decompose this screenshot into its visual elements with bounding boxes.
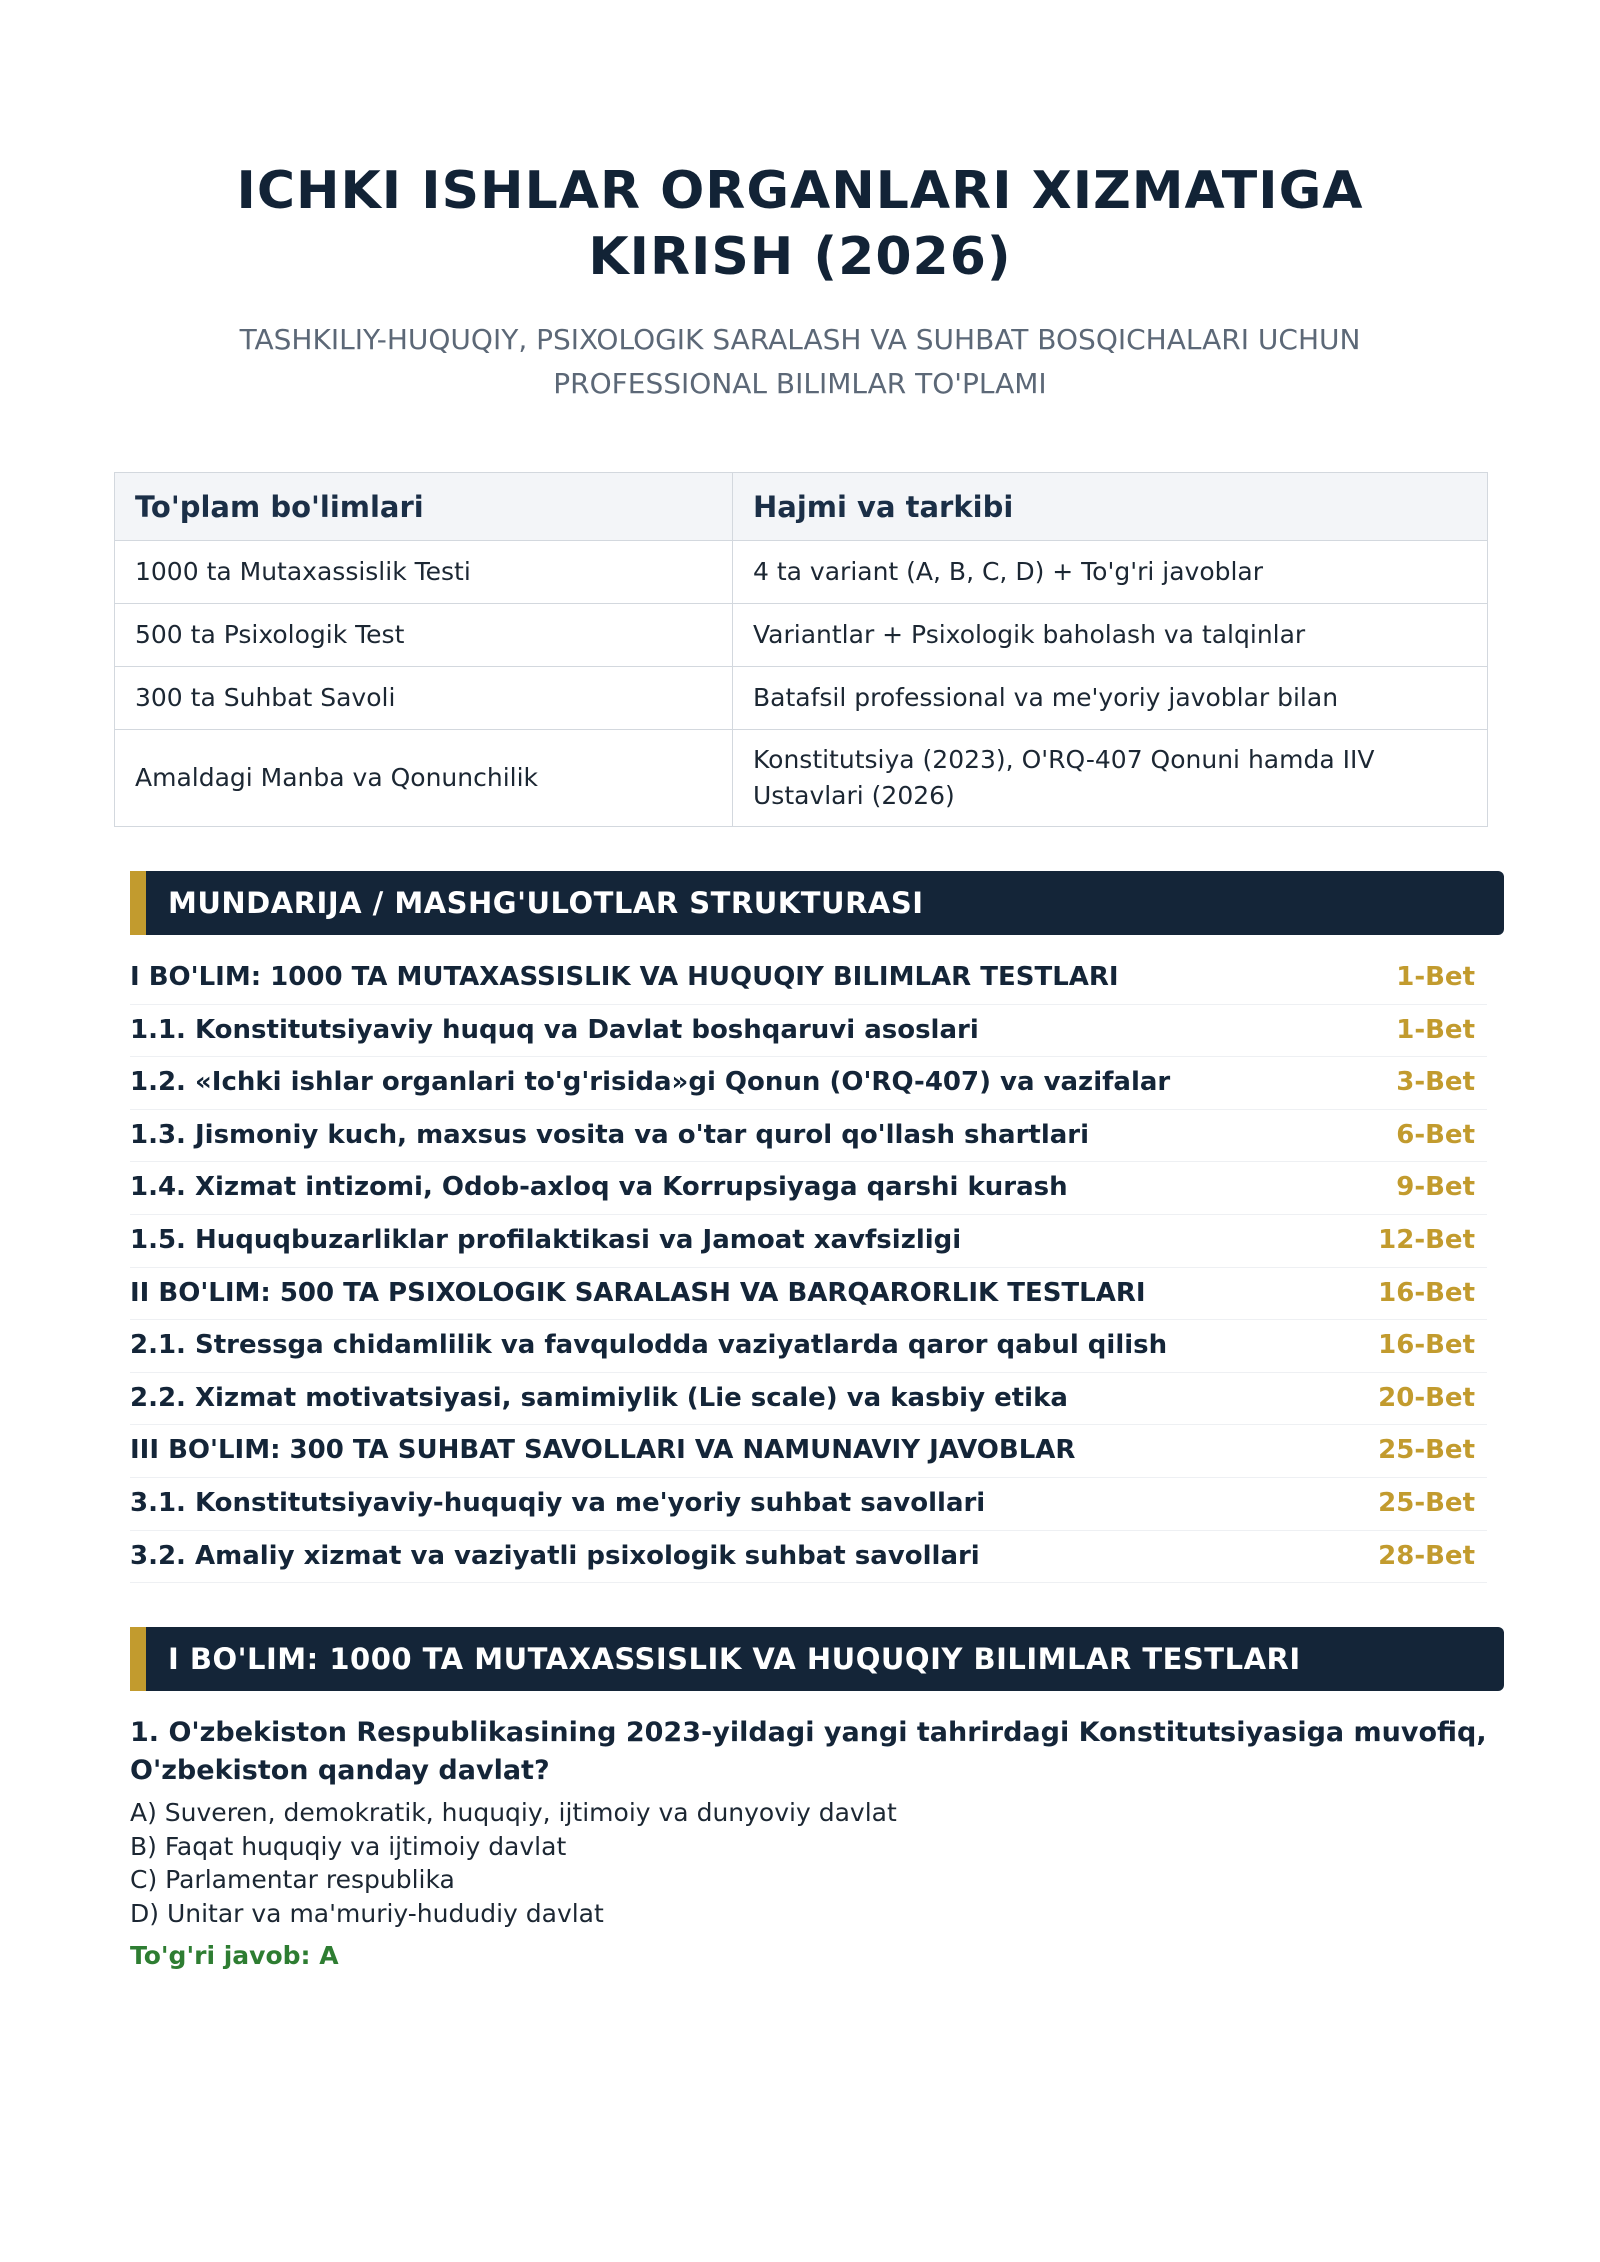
toc-entry-page: 9-Bet	[1396, 1172, 1475, 1203]
toc-entry-label: 1.5. Huquqbuzarliklar profilaktikasi va Jamoat xavfsizligi	[130, 1224, 962, 1255]
contents-banner	[130, 871, 1504, 935]
summary-cell: 1000 ta Mutaxassislik Testi	[115, 541, 733, 604]
toc-entry[interactable]	[130, 1478, 1487, 1531]
answer-option-a: A) Suveren, demokratik, huquqiy, ijtimoiy va dunyoviy davlat	[130, 1798, 897, 1827]
toc-entry-page: 6-Bet	[1396, 1119, 1475, 1150]
toc-entry[interactable]	[130, 1268, 1487, 1321]
subtitle-line-1: TASHKILIY-HUQUQIY, PSIXOLOGIK SARALASH VA SUHBAT BOSQICHALARI UCHUN	[239, 323, 1361, 356]
summary-cell-line-2: Ustavlari (2026)	[753, 781, 955, 810]
summary-cell: Amaldagi Manba va Qonunchilik	[115, 730, 733, 827]
toc-entry[interactable]	[130, 1162, 1487, 1215]
toc-entry[interactable]	[130, 1531, 1487, 1584]
summary-header-sections: To'plam bo'limlari	[115, 473, 733, 541]
question-text-line-1: 1. O'zbekiston Respublikasining 2023-yildagi yangi tahrirdagi Konstitutsiyasiga muvofiq,	[130, 1717, 1487, 1748]
toc-entry[interactable]	[130, 1425, 1487, 1478]
toc-entry[interactable]	[130, 1373, 1487, 1426]
toc-entry[interactable]	[130, 1057, 1487, 1110]
document-subtitle	[150, 318, 1450, 406]
toc-entry-page: 1-Bet	[1396, 1014, 1475, 1045]
toc-entry-label: 1.1. Konstitutsiyaviy huquq va Davlat boshqaruvi asoslari	[130, 1014, 979, 1045]
toc-entry-label: 1.4. Xizmat intizomi, Odob-axloq va Korrupsiyaga qarshi kurash	[130, 1172, 1068, 1203]
toc-entry-label: 3.1. Konstitutsiyaviy-huquqiy va me'yoriy suhbat savollari	[130, 1487, 986, 1518]
toc-entry[interactable]	[130, 952, 1487, 1005]
correct-answer: To'g'ri javob: A	[130, 1941, 339, 1970]
question-block	[130, 1714, 1500, 1976]
section-1-heading: I BO'LIM: 1000 TA MUTAXASSISLIK VA HUQUQIY BILIMLAR TESTLARI	[168, 1642, 1301, 1676]
toc-entry-page: 1-Bet	[1396, 962, 1475, 992]
toc-entry[interactable]	[130, 1110, 1487, 1163]
toc-entry-page: 12-Bet	[1378, 1224, 1475, 1255]
question-text-line-2: O'zbekiston qanday davlat?	[130, 1755, 550, 1786]
summary-header-row	[115, 473, 1488, 541]
toc-entry-label: 3.2. Amaliy xizmat va vaziyatli psixologik suhbat savollari	[130, 1540, 980, 1571]
toc-entry[interactable]	[130, 1215, 1487, 1268]
toc-entry[interactable]	[130, 1320, 1487, 1373]
section-1-banner	[130, 1627, 1504, 1691]
summary-table	[114, 472, 1488, 827]
toc-entry-page: 16-Bet	[1378, 1277, 1475, 1308]
summary-row	[115, 604, 1488, 667]
summary-cell: 500 ta Psixologik Test	[115, 604, 733, 667]
summary-row	[115, 730, 1488, 827]
summary-row	[115, 541, 1488, 604]
toc-entry-page: 25-Bet	[1378, 1487, 1475, 1518]
subtitle-line-2: PROFESSIONAL BILIMLAR TO'PLAMI	[553, 367, 1047, 400]
toc-entry-label: I BO'LIM: 1000 TA MUTAXASSISLIK VA HUQUQIY BILIMLAR TESTLARI	[130, 962, 1119, 992]
summary-header-contents: Hajmi va tarkibi	[733, 473, 1488, 541]
answer-option-c: C) Parlamentar respublika	[130, 1865, 455, 1894]
toc-entry-label: III BO'LIM: 300 TA SUHBAT SAVOLLARI VA NAMUNAVIY JAVOBLAR	[130, 1435, 1076, 1466]
toc-entry-label: 2.1. Stressga chidamlilik va favqulodda vaziyatlarda qaror qabul qilish	[130, 1330, 1168, 1361]
summary-cell: Batafsil professional va me'yoriy javoblar bilan	[733, 667, 1488, 730]
toc-entry-label: II BO'LIM: 500 TA PSIXOLOGIK SARALASH VA BARQARORLIK TESTLARI	[130, 1277, 1146, 1308]
contents-heading: MUNDARIJA / MASHG'ULOTLAR STRUKTURASI	[168, 886, 924, 920]
summary-cell-line-1: Konstitutsiya (2023), O'RQ-407 Qonuni hamda IIV	[753, 745, 1375, 774]
question-text	[130, 1714, 1500, 1790]
document-title	[0, 158, 1600, 290]
summary-cell: Variantlar + Psixologik baholash va talqinlar	[733, 604, 1488, 667]
answer-option-d: D) Unitar va ma'muriy-hududiy davlat	[130, 1898, 604, 1928]
summary-cell	[733, 730, 1488, 827]
toc-entry-label: 2.2. Xizmat motivatsiyasi, samimiylik (Lie scale) va kasbiy etika	[130, 1382, 1068, 1413]
toc-entry-page: 25-Bet	[1378, 1435, 1475, 1466]
summary-row	[115, 667, 1488, 730]
toc-entry-label: 1.3. Jismoniy kuch, maxsus vosita va o'tar qurol qo'llash shartlari	[130, 1119, 1090, 1150]
title-line-1: ICHKI ISHLAR ORGANLARI XIZMATIGA	[236, 161, 1364, 221]
banner-accent-bar	[130, 1627, 146, 1691]
answer-option-b: B) Faqat huquqiy va ijtimoiy davlat	[130, 1831, 567, 1861]
summary-cell: 300 ta Suhbat Savoli	[115, 667, 733, 730]
toc-entry-page: 20-Bet	[1378, 1382, 1475, 1413]
toc-entry[interactable]	[130, 1005, 1487, 1058]
toc-entry-page: 16-Bet	[1378, 1330, 1475, 1361]
table-of-contents	[130, 952, 1487, 1583]
toc-entry-page: 3-Bet	[1396, 1067, 1475, 1098]
toc-entry-page: 28-Bet	[1378, 1540, 1475, 1571]
title-line-2: KIRISH (2026)	[588, 227, 1012, 287]
summary-cell: 4 ta variant (A, B, C, D) + To'g'ri javoblar	[733, 541, 1488, 604]
toc-entry-label: 1.2. «Ichki ishlar organlari to'g'risida»gi Qonun (O'RQ-407) va vazifalar	[130, 1067, 1171, 1098]
banner-accent-bar	[130, 871, 146, 935]
